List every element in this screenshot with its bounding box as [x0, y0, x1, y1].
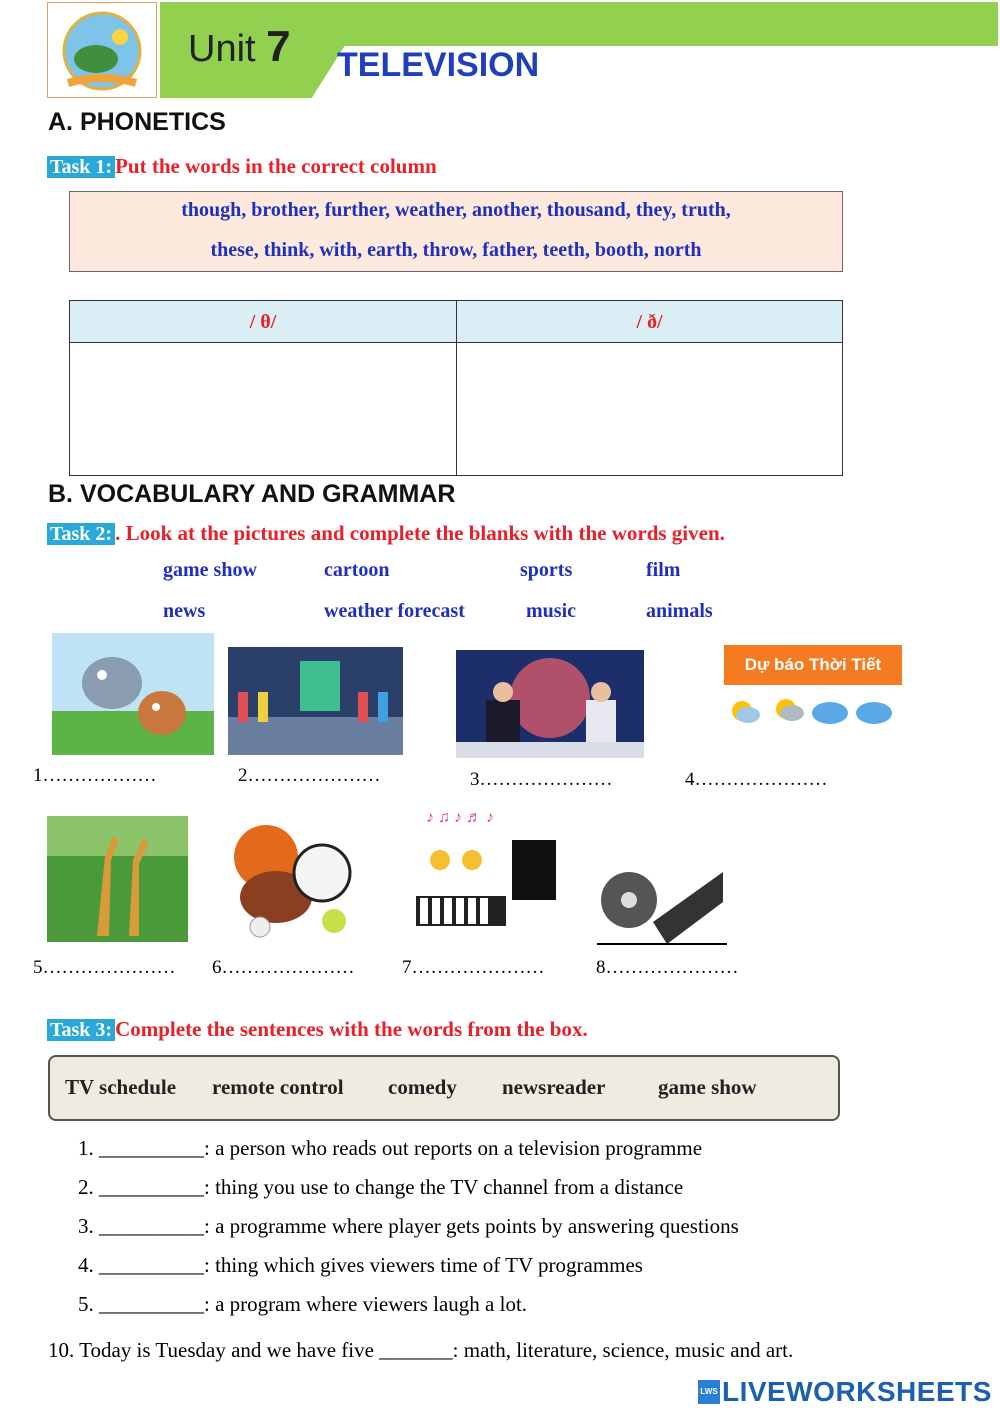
news-picture — [456, 650, 644, 758]
animals-picture — [47, 816, 188, 942]
task1-words-line1: though, brother, further, weather, another, thousand, they, truth, — [181, 199, 731, 221]
sentence-5[interactable]: 5. __________: a program where viewers laugh a lot. — [78, 1292, 528, 1316]
music-picture — [416, 800, 562, 934]
box-word-remote-control: remote control — [212, 1075, 344, 1099]
task3-word-box — [48, 1055, 840, 1121]
task1-words-line2: these, think, with, earth, throw, father, teeth, booth, north — [210, 239, 702, 261]
blank-4[interactable]: 4………………… — [685, 769, 828, 790]
column-eth-cell[interactable] — [457, 343, 842, 475]
sentence-3[interactable]: 3. __________: a programme where player gets points by answering questions — [78, 1214, 739, 1238]
sentence-4[interactable]: 4. __________: thing which gives viewers time of TV programmes — [78, 1253, 643, 1277]
column-theta-cell[interactable] — [70, 343, 457, 475]
word-cartoon: cartoon — [324, 559, 390, 581]
unit-label: Unit 7 — [188, 22, 291, 71]
word-news: news — [163, 600, 206, 622]
section-a-heading: A. PHONETICS — [48, 108, 226, 136]
sentence-1[interactable]: 1. __________: a person who reads out reports on a television programme — [78, 1136, 703, 1160]
page-title: TELEVISION — [337, 46, 540, 84]
blank-5[interactable]: 5………………… — [33, 957, 176, 978]
cartoon-picture — [52, 633, 214, 755]
box-word-comedy: comedy — [388, 1075, 457, 1099]
column-theta-header: / θ/ — [70, 301, 457, 343]
task1-header — [47, 154, 437, 179]
task3-header — [47, 1017, 588, 1042]
weather-picture — [724, 645, 902, 741]
blank-2[interactable]: 2………………… — [238, 765, 381, 786]
task3-tag: Task 3: — [47, 1019, 115, 1041]
word-film: film — [646, 559, 681, 581]
task1-word-box — [69, 191, 843, 272]
word-animals: animals — [646, 600, 713, 622]
blank-1[interactable]: 1……………… — [33, 765, 157, 786]
svg-text:♪ ♫ ♪ ♬ ♪: ♪ ♫ ♪ ♬ ♪ — [426, 809, 494, 826]
blank-6[interactable]: 6………………… — [212, 957, 355, 978]
word-game-show: game show — [163, 559, 257, 581]
school-logo — [47, 2, 157, 98]
word-sports: sports — [520, 559, 573, 581]
game-show-picture — [228, 647, 403, 755]
sentence-2[interactable]: 2. __________: thing you use to change the TV channel from a distance — [78, 1175, 684, 1199]
blank-7[interactable]: 7………………… — [402, 957, 545, 978]
film-picture — [597, 862, 727, 946]
sentence-10[interactable]: 10. Today is Tuesday and we have five _______: math, literature, science, music and art. — [48, 1338, 794, 1362]
phonetics-table — [69, 300, 843, 476]
word-weather-forecast: weather forecast — [324, 600, 465, 622]
task1-tag: Task 1: — [47, 156, 115, 178]
liveworksheets-logo-badge: LWS — [698, 1380, 720, 1404]
box-word-newsreader: newsreader — [502, 1075, 606, 1099]
word-music: music — [526, 600, 576, 622]
task3-instruction: Complete the sentences with the words from the box. — [115, 1017, 588, 1041]
sports-picture — [226, 815, 352, 941]
blank-3[interactable]: 3………………… — [470, 769, 613, 790]
weather-sign: Dự báo Thời Tiết — [724, 645, 902, 685]
task2-instruction: . Look at the pictures and complete the blanks with the words given. — [115, 521, 725, 545]
box-word-game-show: game show — [658, 1075, 757, 1099]
section-b-heading: B. VOCABULARY AND GRAMMAR — [48, 480, 456, 508]
blank-8[interactable]: 8………………… — [596, 957, 739, 978]
box-word-tv-schedule: TV schedule — [65, 1075, 177, 1099]
task1-instruction: Put the words in the correct column — [115, 154, 437, 178]
task2-header — [47, 521, 725, 546]
task2-tag: Task 2: — [47, 523, 115, 545]
column-eth-header: / ð/ — [457, 301, 842, 343]
liveworksheets-brand[interactable]: LIVEWORKSHEETS — [722, 1376, 992, 1407]
